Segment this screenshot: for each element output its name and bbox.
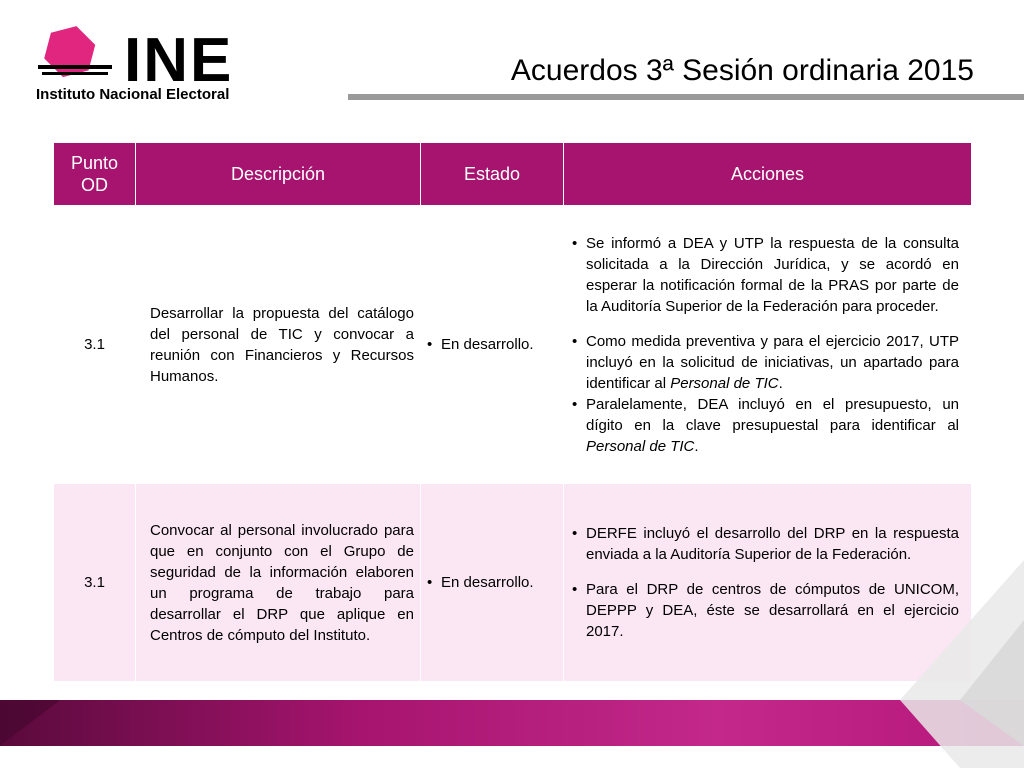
logo-wordmark: INE bbox=[124, 26, 234, 95]
logo-subtitle: Instituto Nacional Electoral bbox=[36, 86, 230, 103]
column-header-punto: Punto OD bbox=[54, 143, 136, 206]
descripcion-cell: Convocar al personal involucrado para que en conjunto con el Grupo de seguridad de la información elaboren un programa de trabajo para desarrollar el DRP que aplique en Centros de cómputo del Instituto. bbox=[136, 484, 421, 682]
bullet-dot-icon: • bbox=[427, 336, 433, 353]
accion-tail: . bbox=[778, 374, 783, 392]
accion-emphasis: Personal de TIC bbox=[670, 374, 779, 392]
bullet-dot-icon: • bbox=[427, 574, 433, 591]
accion-tail: . bbox=[694, 437, 699, 455]
bullet-dot-icon: • bbox=[572, 332, 578, 350]
accion-text: DERFE incluyó el desarrollo del DRP en la respuesta enviada a la Auditoría Superior de la Federación. bbox=[586, 525, 959, 563]
accion-emphasis: Personal de TIC bbox=[586, 437, 695, 455]
bullet-dot-icon: • bbox=[572, 581, 578, 598]
bullet-dot-icon: • bbox=[572, 395, 578, 413]
accion-text: Para el DRP de centros de cómputos de UNICOM, DEPPP y DEA, éste se desarrollará en el ejercicio 2017. bbox=[586, 581, 959, 640]
column-header-descripcion: Descripción bbox=[136, 143, 421, 206]
column-header-estado: Estado bbox=[421, 143, 564, 206]
estado-text: En desarrollo. bbox=[441, 574, 534, 591]
accion-text: Paralelamente, DEA incluyó en el presupuesto, un dígito en la clave presupuestal para identificar al bbox=[586, 395, 959, 434]
bullet-dot-icon: • bbox=[572, 525, 578, 542]
accion-text: Se informó a DEA y UTP la respuesta de la consulta solicitada a la Dirección Jurídica, y se acordó en esperar la notificación formal de la PRAS por parte de la Auditoría Superior de la Federación para proceder. bbox=[586, 234, 959, 315]
punto-cell: 3.1 bbox=[54, 484, 136, 682]
estado-text: En desarrollo. bbox=[441, 336, 534, 353]
page-title: Acuerdos 3ª Sesión ordinaria 2015 bbox=[510, 54, 974, 87]
punto-cell: 3.1 bbox=[54, 206, 136, 484]
accion-text: Como medida preventiva y para el ejercicio 2017, UTP incluyó en la solicitud de iniciativas, un apartado para identificar al bbox=[586, 332, 959, 392]
descripcion-cell: Desarrollar la propuesta del catálogo del personal de TIC y convocar a reunión con Financieros y Recursos Humanos. bbox=[136, 206, 421, 484]
column-header-acciones: Acciones bbox=[564, 143, 972, 206]
bullet-dot-icon: • bbox=[572, 234, 578, 252]
